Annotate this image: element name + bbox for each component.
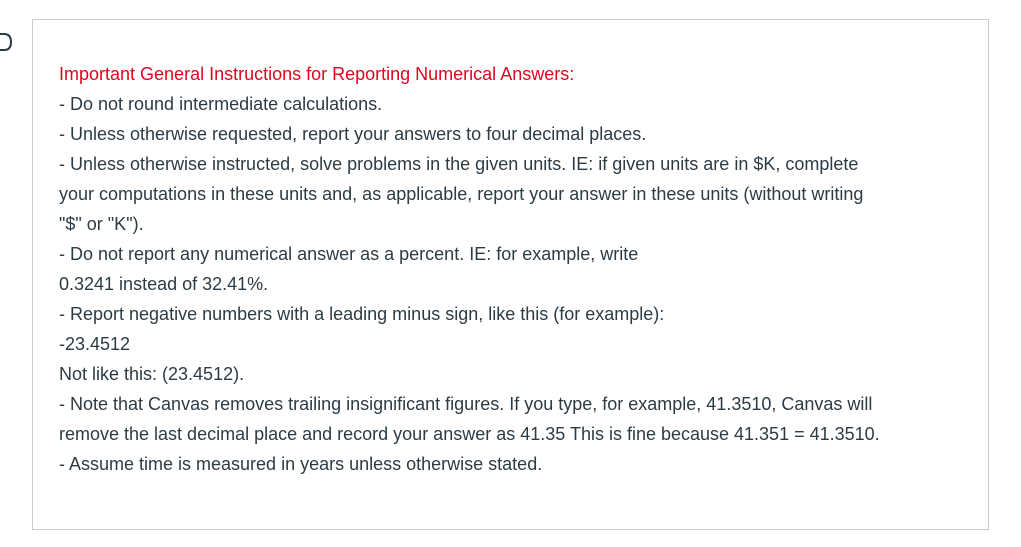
instruction-line: - Note that Canvas removes trailing insignificant figures. If you type, for example, 41.3510, Canvas will	[59, 394, 873, 414]
instruction-line: - Unless otherwise instructed, solve problems in the given units. IE: if given units are in $K, complete	[59, 154, 859, 174]
instruction-line: your computations in these units and, as applicable, report your answer in these units (without writing	[59, 184, 864, 204]
instruction-line: - Report negative numbers with a leading minus sign, like this (for example):	[59, 304, 665, 324]
instruction-line: remove the last decimal place and record your answer as 41.35 This is fine because 41.351 = 41.3510.	[59, 424, 880, 444]
instruction-line: -23.4512	[59, 334, 131, 354]
instruction-line: "$" or "K").	[59, 214, 144, 234]
instruction-line: Not like this: (23.4512).	[59, 364, 245, 384]
instructions-panel	[32, 19, 989, 530]
instruction-line: - Assume time is measured in years unless otherwise stated.	[59, 454, 543, 474]
instruction-line: - Do not round intermediate calculations.	[59, 94, 383, 114]
instruction-line: - Unless otherwise requested, report your answers to four decimal places.	[59, 124, 647, 144]
instructions-heading: Important General Instructions for Reporting Numerical Answers:	[59, 64, 575, 84]
instruction-line: - Do not report any numerical answer as a percent. IE: for example, write	[59, 244, 639, 264]
instruction-line: 0.3241 instead of 32.41%.	[59, 274, 269, 294]
instructions-content	[59, 59, 969, 479]
chevron-right-icon[interactable]	[0, 30, 14, 54]
